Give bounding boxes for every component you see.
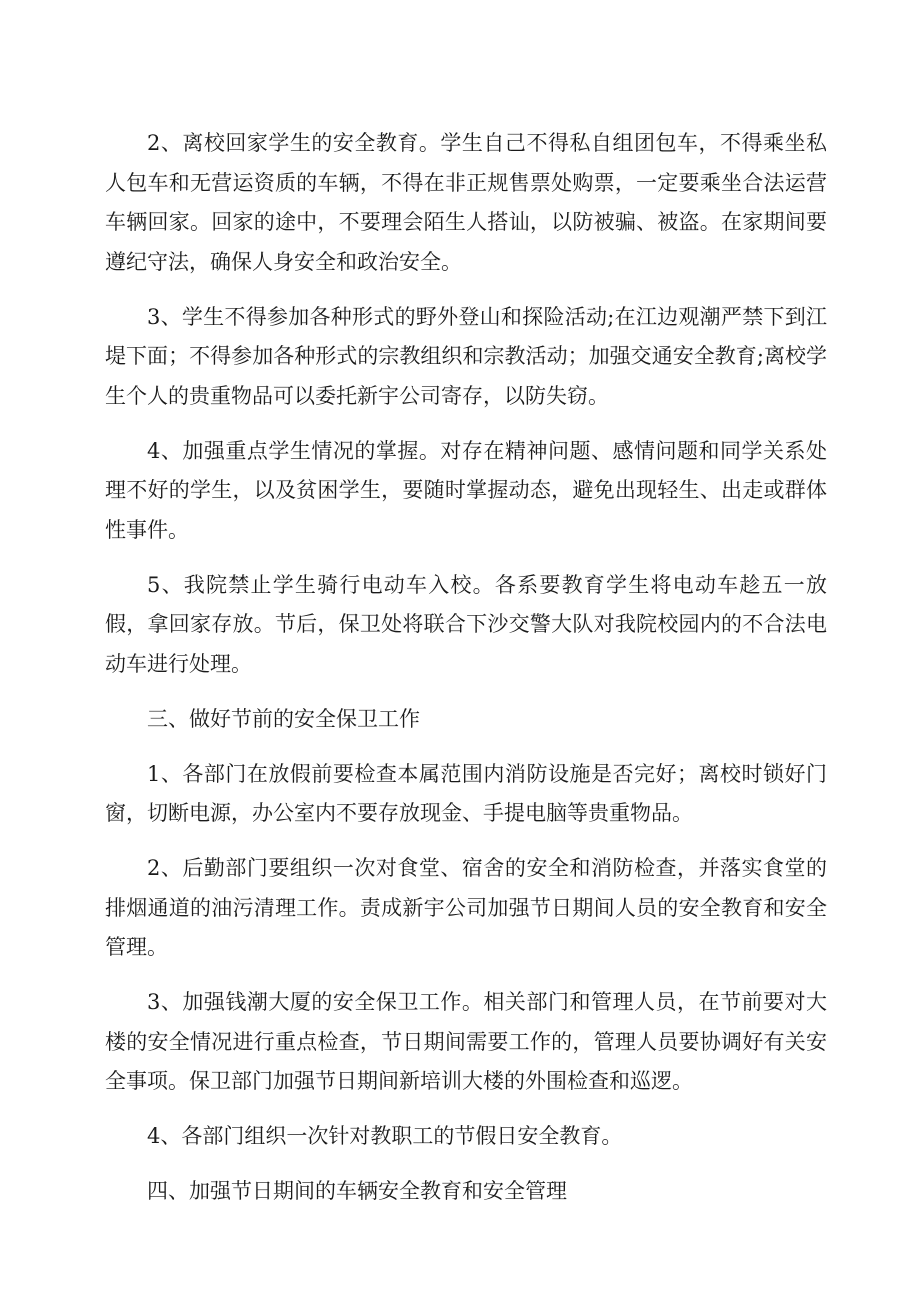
paragraph-item-4-key-students: 4、加强重点学生情况的掌握。对存在精神问题、感情问题和同学关系处理不好的学生，以及贫困学生，要随时掌握动态，避免出现轻生、出走或群体性事件。 bbox=[105, 438, 827, 542]
section-heading-4: 四、加强节日期间的车辆安全教育和安全管理 bbox=[147, 1179, 567, 1203]
section-heading-3: 三、做好节前的安全保卫工作 bbox=[147, 706, 420, 731]
paragraph-item-3-outdoor-activities: 3、学生不得参加各种形式的野外登山和探险活动;在江边观潮严禁下到江堤下面；不得参加各种形式的宗教组织和宗教活动；加强交通安全教育;离校学生个人的贵重物品可以委托新宇公司寄存，以防失窃。 bbox=[105, 304, 827, 408]
paragraph-item-4-staff-education: 4、各部门组织一次针对教职工的节假日安全教育。 bbox=[147, 1124, 623, 1148]
paragraph-item-5-electric-vehicles: 5、我院禁止学生骑行电动车入校。各系要教育学生将电动车趁五一放假，拿回家存放。节后，保卫处将联合下沙交警大队对我院校园内的不合法电动车进行处理。 bbox=[105, 572, 827, 676]
paragraph-item-1-department-checks: 1、各部门在放假前要检查本属范围内消防设施是否完好；离校时锁好门窗，切断电源，办公室内不要存放现金、手提电脑等贵重物品。 bbox=[105, 761, 827, 825]
paragraph-item-3-building-security: 3、加强钱潮大厦的安全保卫工作。相关部门和管理人员，在节前要对大楼的安全情况进行重点检查，节日期间需要工作的，管理人员要协调好有关安全事项。保卫部门加强节日期间新培训大楼的外围检查和巡逻。 bbox=[105, 990, 827, 1093]
document-body bbox=[105, 124, 827, 1227]
paragraph-item-2-logistics-inspection: 2、后勤部门要组织一次对食堂、宿舍的安全和消防检查，并落实食堂的排烟通道的油污清理工作。责成新宇公司加强节日期间人员的安全教育和安全管理。 bbox=[105, 856, 827, 959]
paragraph-item-2-safety-going-home: 2、离校回家学生的安全教育。学生自己不得私自组团包车，不得乘坐私人包车和无营运资质的车辆，不得在非正规售票处购票，一定要乘坐合法运营车辆回家。回家的途中，不要理会陌生人搭讪，以防被骗、被盗。在家期间要遵纪守法，确保人身安全和政治安全。 bbox=[105, 131, 827, 274]
